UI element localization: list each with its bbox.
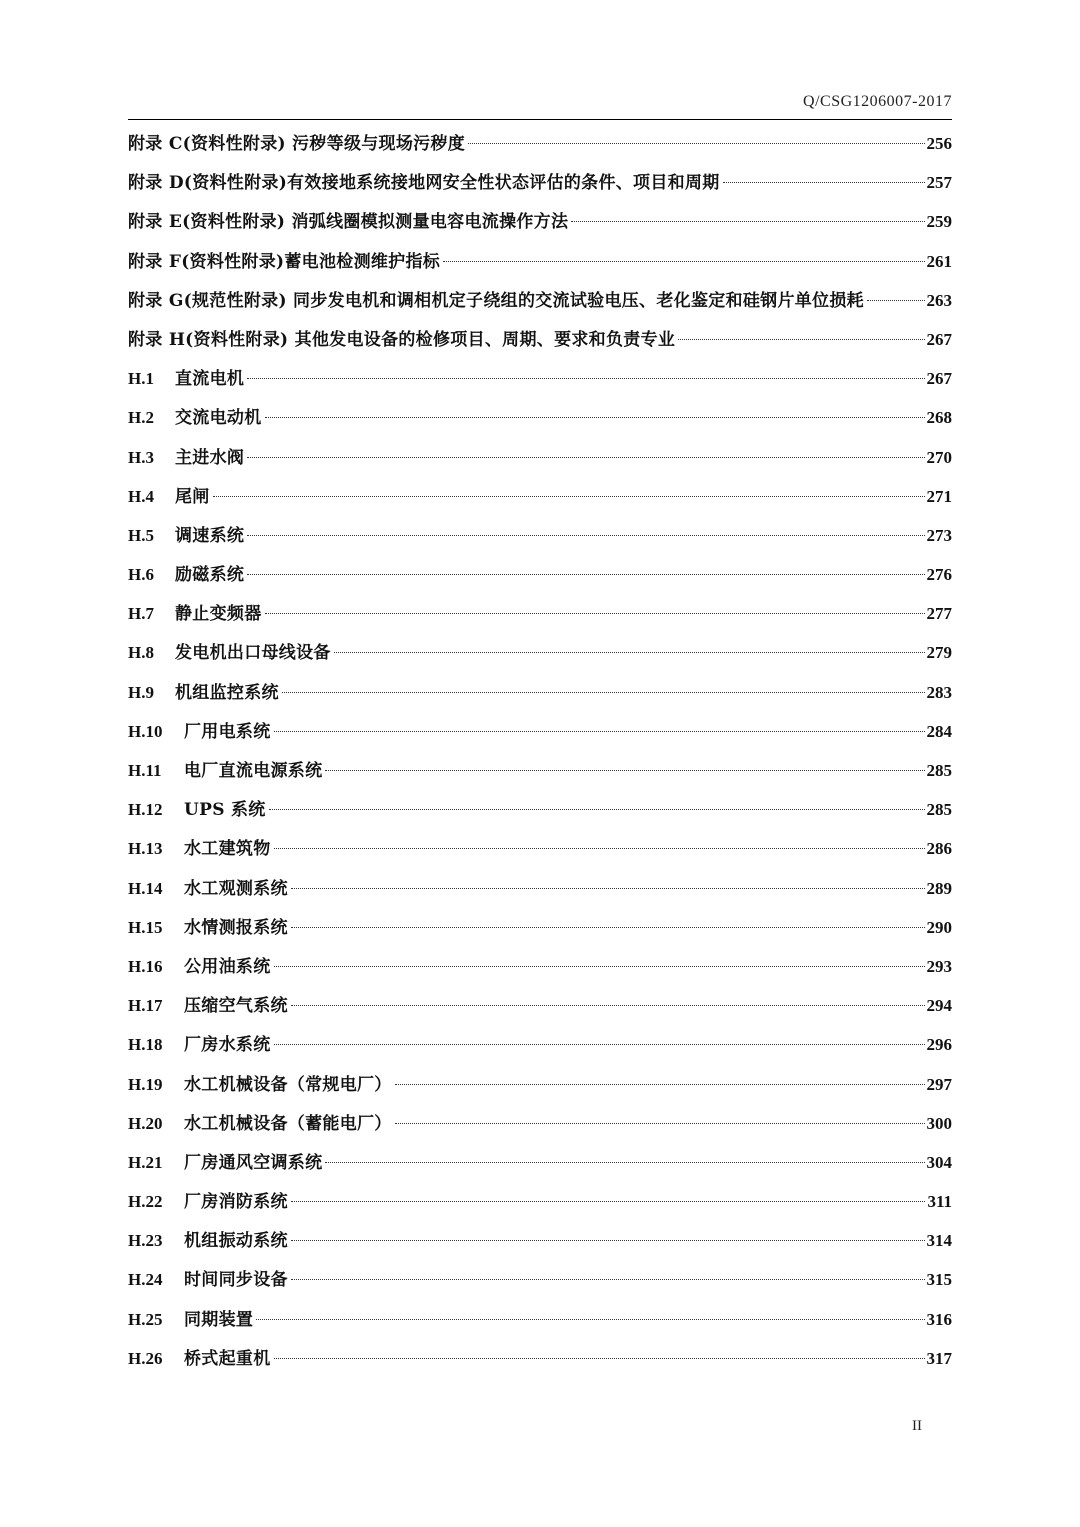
toc-entry-number: H.23	[128, 1231, 163, 1251]
toc-entry-h-13[interactable]	[128, 829, 952, 868]
toc-entry-h-11[interactable]	[128, 751, 952, 790]
toc-entry-title: 附录 G(规范性附录) 同步发电机和调相机定子绕组的交流试验电压、老化鉴定和硅钢片单位损耗	[128, 290, 864, 311]
toc-entry-title: 水工观测系统	[184, 878, 288, 899]
toc-entry-title: 附录 F(资料性附录)蓄电池检测维护指标	[128, 251, 441, 272]
toc-entry-page: 279	[926, 643, 952, 663]
toc-entry-h-16[interactable]	[128, 947, 952, 986]
toc-entry-title: 主进水阀	[175, 447, 245, 468]
toc-leader-dots	[867, 300, 925, 301]
toc-entry-h-9[interactable]	[128, 673, 952, 712]
toc-entry-appendix[interactable]	[128, 202, 952, 241]
toc-leader-dots	[571, 221, 924, 222]
toc-entry-title: 机组监控系统	[175, 682, 279, 703]
toc-leader-dots	[325, 770, 924, 771]
toc-entry-h-22[interactable]	[128, 1182, 952, 1221]
toc-entry-h-17[interactable]	[128, 986, 952, 1025]
toc-entry-page: 316	[926, 1309, 952, 1329]
toc-entry-number: H.1	[128, 369, 154, 389]
toc-entry-h-23[interactable]	[128, 1221, 952, 1260]
toc-entry-title: 机组振动系统	[184, 1231, 288, 1252]
toc-entry-number: H.17	[128, 996, 163, 1016]
toc-entry-appendix[interactable]	[128, 242, 952, 281]
toc-entry-page: 271	[926, 486, 952, 506]
toc-entry-page: 317	[926, 1348, 952, 1368]
toc-entry-number: H.6	[128, 565, 154, 585]
toc-entry-number: H.16	[128, 956, 163, 976]
toc-entry-number: H.20	[128, 1113, 163, 1133]
toc-entry-page: 276	[926, 565, 952, 585]
toc-entry-title: 附录 E(资料性附录) 消弧线圈模拟测量电容电流操作方法	[128, 212, 569, 233]
toc-entry-title: 静止变频器	[175, 604, 262, 625]
toc-entry-page: 293	[926, 956, 952, 976]
toc-leader-dots	[291, 1240, 925, 1241]
toc-entry-h-5[interactable]	[128, 516, 952, 555]
toc-entry-page: 256	[926, 134, 952, 153]
toc-entry-page: 268	[926, 408, 952, 428]
toc-leader-dots	[395, 1084, 925, 1085]
toc-entry-number: H.25	[128, 1309, 163, 1329]
toc-entry-page: 277	[926, 604, 952, 624]
toc-entry-h-8[interactable]	[128, 633, 952, 672]
toc-entry-h-20[interactable]	[128, 1104, 952, 1143]
toc-leader-dots	[274, 848, 925, 849]
toc-entry-page: 284	[926, 721, 952, 741]
toc-leader-dots	[274, 1358, 925, 1359]
toc-leader-dots	[291, 927, 925, 928]
toc-entry-h-2[interactable]	[128, 398, 952, 437]
toc-entry-page: 304	[926, 1152, 952, 1172]
document-code: Q/CSG1206007-2017	[803, 93, 952, 110]
toc-entry-title: 附录 H(资料性附录) 其他发电设备的检修项目、周期、要求和负责专业	[128, 329, 676, 350]
toc-entry-number: H.12	[128, 800, 163, 820]
toc-leader-dots	[291, 1005, 925, 1006]
toc-entry-h-10[interactable]	[128, 712, 952, 751]
toc-entry-page: 315	[926, 1270, 952, 1290]
toc-entry-page: 283	[926, 682, 952, 702]
toc-entry-title: 直流电机	[175, 369, 245, 390]
toc-leader-dots	[265, 417, 925, 418]
toc-entry-title: 调速系统	[175, 525, 245, 546]
toc-entry-h-6[interactable]	[128, 555, 952, 594]
toc-entry-title: 水工建筑物	[184, 839, 271, 860]
toc-leader-dots	[274, 966, 925, 967]
toc-entry-page: 263	[926, 290, 952, 310]
toc-entry-h-25[interactable]	[128, 1300, 952, 1339]
toc-entry-number: H.5	[128, 525, 154, 545]
toc-entry-page: 285	[926, 800, 952, 820]
toc-leader-dots	[723, 182, 925, 183]
toc-leader-dots	[265, 613, 925, 614]
toc-entry-title: 水工机械设备（常规电厂）	[184, 1074, 392, 1095]
toc-entry-h-7[interactable]	[128, 594, 952, 633]
toc-entry-number: H.24	[128, 1270, 163, 1290]
toc-entry-h-26[interactable]	[128, 1339, 952, 1378]
toc-entry-page: 270	[926, 447, 952, 467]
toc-entry-page: 267	[926, 369, 952, 389]
toc-leader-dots	[247, 574, 924, 575]
toc-entry-title: 桥式起重机	[184, 1348, 271, 1369]
toc-entry-number: H.14	[128, 878, 163, 898]
toc-entry-number: H.18	[128, 1035, 163, 1055]
toc-leader-dots	[334, 652, 925, 653]
header-rule	[128, 119, 952, 120]
toc-entry-title: 压缩空气系统	[184, 996, 288, 1017]
toc-entry-appendix[interactable]	[128, 320, 952, 359]
toc-entry-title: 时间同步设备	[184, 1270, 288, 1291]
toc-entry-page: 259	[926, 212, 952, 232]
toc-leader-dots	[443, 261, 924, 262]
toc-entry-title: 附录 C(资料性附录) 污秽等级与现场污秽度	[128, 134, 466, 154]
toc-entry-number: H.9	[128, 682, 154, 702]
page-number: II	[912, 1418, 922, 1434]
toc-entry-page: 273	[926, 525, 952, 545]
toc-entry-h-21[interactable]	[128, 1143, 952, 1182]
toc-entry-h-1[interactable]	[128, 359, 952, 398]
toc-entry-h-24[interactable]	[128, 1260, 952, 1299]
toc-entry-h-19[interactable]	[128, 1065, 952, 1104]
toc-entry-title: 水工机械设备（蓄能电厂）	[184, 1113, 392, 1134]
toc-entry-page: 285	[926, 761, 952, 780]
toc-entry-number: H.7	[128, 604, 154, 624]
toc-leader-dots	[678, 339, 924, 340]
toc-entry-title: UPS 系统	[184, 800, 266, 821]
toc-entry-title: 同期装置	[184, 1309, 254, 1330]
toc-leader-dots	[291, 888, 925, 889]
toc-entry-h-18[interactable]	[128, 1025, 952, 1064]
toc-entry-title: 发电机出口母线设备	[175, 643, 331, 664]
toc-entry-page: 311	[927, 1192, 952, 1212]
toc-entry-title: 厂用电系统	[184, 721, 271, 742]
toc-entry-number: H.10	[128, 721, 163, 741]
toc-leader-dots	[395, 1123, 925, 1124]
toc-entry-number: H.11	[128, 761, 162, 780]
toc-leader-dots	[325, 1162, 924, 1163]
toc-entry-h-3[interactable]	[128, 438, 952, 477]
toc-entry-title: 附录 D(资料性附录)有效接地系统接地网安全性状态评估的条件、项目和周期	[128, 173, 720, 194]
toc-entry-appendix[interactable]	[128, 163, 952, 202]
toc-entry-title: 尾闸	[175, 486, 210, 507]
toc-leader-dots	[269, 809, 925, 810]
toc-entry-title: 电厂直流电源系统	[184, 761, 323, 781]
toc-entry-h-12[interactable]	[128, 790, 952, 829]
toc-entry-page: 261	[926, 251, 952, 271]
toc-leader-dots	[256, 1319, 924, 1320]
toc-entry-page: 289	[926, 878, 952, 898]
toc-entry-number: H.26	[128, 1348, 163, 1368]
toc-entry-appendix[interactable]	[128, 281, 952, 320]
toc-entry-title: 水情测报系统	[184, 917, 288, 938]
toc-leader-dots	[247, 457, 924, 458]
toc-entry-page: 297	[926, 1074, 952, 1094]
toc-entry-number: H.21	[128, 1152, 163, 1172]
toc-entry-title: 厂房通风空调系统	[184, 1152, 323, 1173]
toc-leader-dots	[468, 143, 924, 144]
toc-entry-title: 交流电动机	[175, 408, 262, 429]
toc-entry-h-15[interactable]	[128, 908, 952, 947]
toc-entry-number: H.13	[128, 839, 163, 859]
toc-entry-number: H.3	[128, 447, 154, 467]
toc-entry-page: 286	[926, 839, 952, 859]
toc-entry-title: 公用油系统	[184, 956, 271, 977]
toc-entry-title: 厂房消防系统	[184, 1192, 288, 1213]
toc-leader-dots	[213, 496, 925, 497]
toc-leader-dots	[274, 731, 925, 732]
toc-entry-page: 296	[926, 1035, 952, 1055]
toc-entry-number: H.15	[128, 917, 163, 937]
toc-entry-page: 257	[926, 173, 952, 193]
toc-entry-page: 267	[926, 329, 952, 349]
toc-leader-dots	[291, 1279, 925, 1280]
toc-leader-dots	[247, 535, 924, 536]
toc-leader-dots	[274, 1044, 925, 1045]
toc-entry-page: 294	[926, 996, 952, 1016]
toc-entry-page: 290	[926, 917, 952, 937]
toc-entry-title: 厂房水系统	[184, 1035, 271, 1056]
toc-leader-dots	[282, 692, 925, 693]
toc-entry-h-4[interactable]	[128, 477, 952, 516]
toc-entry-number: H.2	[128, 408, 154, 428]
toc-entry-number: H.22	[128, 1192, 163, 1212]
toc-entry-page: 314	[926, 1231, 952, 1251]
table-of-contents	[128, 124, 952, 1378]
toc-entry-number: H.8	[128, 643, 154, 663]
toc-entry-appendix[interactable]	[128, 124, 952, 163]
toc-entry-number: H.19	[128, 1074, 163, 1094]
toc-entry-h-14[interactable]	[128, 869, 952, 908]
toc-leader-dots	[291, 1201, 926, 1202]
toc-entry-title: 励磁系统	[175, 565, 245, 586]
toc-entry-number: H.4	[128, 486, 154, 506]
toc-entry-page: 300	[926, 1113, 952, 1133]
toc-leader-dots	[247, 378, 924, 379]
